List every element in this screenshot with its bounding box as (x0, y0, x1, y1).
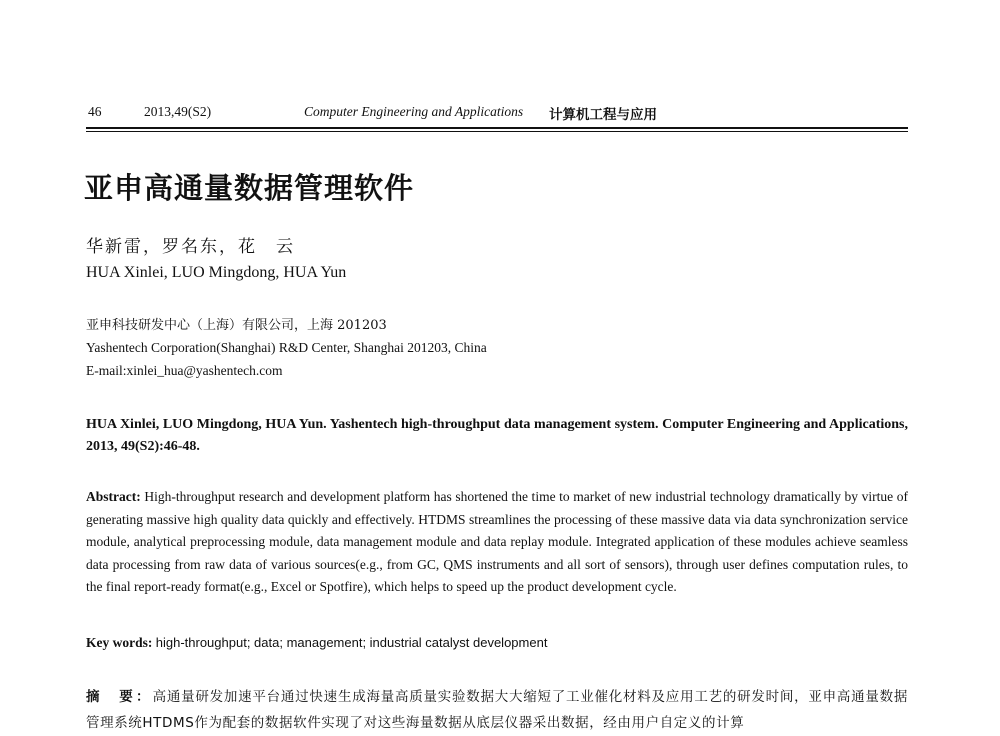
abstract-cn-text: 高通量研发加速平台通过快速生成海量高质量实验数据大大缩短了工业催化材料及应用工艺的研发时间，亚申高通量数据管理系统HTDMS作为配套的数据软件实现了对这些海量数据从底层仪器采出数据，经由用户自定义的计算 (86, 689, 908, 731)
affiliation-cn: 亚申科技研发中心（上海）有限公司，上海 201203 (86, 318, 387, 333)
journal-name-en: Computer Engineering and Applications (304, 104, 524, 119)
affiliation-en: Yashentech Corporation(Shanghai) R&D Center, Shanghai 201203, China (86, 340, 487, 355)
abstract-cn (86, 684, 908, 736)
header-rule-thick (86, 127, 908, 129)
paper-title: 亚申高通量数据管理软件 (84, 171, 415, 205)
header-rule-thin (86, 131, 908, 132)
abstract-label: Abstract: (86, 489, 141, 504)
author-email: E-mail:xinlei_hua@yashentech.com (86, 363, 283, 378)
citation: HUA Xinlei, LUO Mingdong, HUA Yun. Yashentech high-throughput data management system. Computer Engineering and Applications, 2013, 49(S2):46-48. (86, 417, 908, 454)
page-number: 46 (88, 104, 102, 119)
authors-cn: 华新雷，罗名东，花 云 (86, 237, 295, 257)
keywords (86, 632, 908, 654)
keywords-text: high-throughput; data; management; industrial catalyst development (155, 635, 548, 650)
keywords-label: Key words: (86, 635, 153, 650)
abstract-cn-label: 摘 要： (86, 689, 153, 705)
running-header (86, 104, 908, 124)
abstract-en (86, 486, 908, 599)
volume-issue: 2013,49(S2) (144, 104, 212, 119)
authors-en: HUA Xinlei, LUO Mingdong, HUA Yun (86, 264, 347, 281)
journal-name-cn: 计算机工程与应用 (549, 107, 657, 123)
abstract-text: High-throughput research and development platform has shortened the time to market of new industrial technology dramatically by virtue of generating massive high quality data quickly and effectively. HTDMS streamlines the processing of these massive data via data synchronization service module, analytical preprocessing module, data management module and data replay module. Integrated application of these modules achieve seamless data processing from raw data of various sources(e.g., from GC, QMS instruments and all sort of sensors), through user defines computation rules, to the final report-ready format(e.g., Excel or Spotfire), which helps to speed up the product development cycle. (86, 489, 909, 595)
